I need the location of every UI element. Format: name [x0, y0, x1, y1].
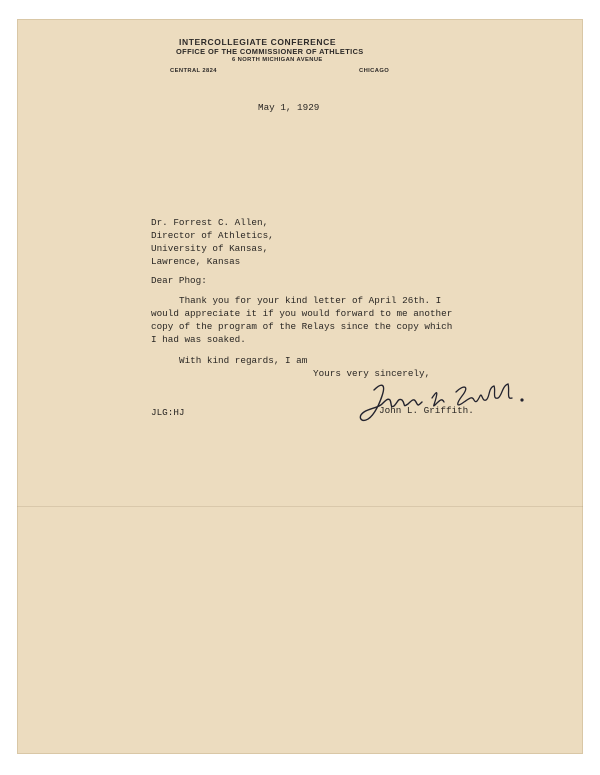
typed-signatory-name: John L. Griffith. [379, 405, 474, 416]
letterhead-city: CHICAGO [359, 68, 390, 74]
reference-initials: JLG:HJ [151, 407, 185, 418]
fold-crease [17, 506, 583, 507]
body-line: Thank you for your kind letter of April 26th. I [179, 295, 442, 306]
letterhead-address: 6 NORTH MICHIGAN AVENUE [232, 57, 323, 63]
letter-date: May 1, 1929 [258, 102, 320, 113]
recipient-line: Dr. Forrest C. Allen, [151, 217, 269, 228]
regards-line: With kind regards, I am [179, 355, 308, 366]
complimentary-close: Yours very sincerely, [313, 368, 431, 379]
body-line: copy of the program of the Relays since the copy which [151, 321, 453, 332]
body-line: I had was soaked. [151, 334, 246, 345]
handwritten-signature [352, 378, 532, 426]
body-line: would appreciate it if you would forward to me another [151, 308, 453, 319]
letterhead-phone: CENTRAL 2824 [170, 68, 217, 74]
recipient-line: Director of Athletics, [151, 230, 274, 241]
letterhead-organization: INTERCOLLEGIATE CONFERENCE [179, 37, 337, 47]
salutation: Dear Phog: [151, 275, 207, 286]
recipient-line: University of Kansas, [151, 243, 269, 254]
recipient-line: Lawrence, Kansas [151, 256, 241, 267]
letterhead-office: OFFICE OF THE COMMISSIONER OF ATHLETICS [176, 47, 364, 56]
